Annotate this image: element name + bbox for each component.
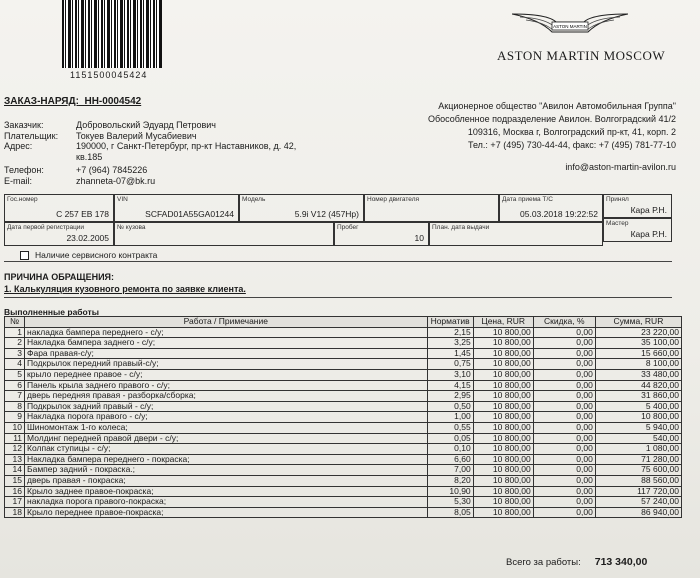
cell-n: 1 <box>5 327 25 338</box>
cell-price: 10 800,00 <box>473 401 533 412</box>
cell-price: 10 800,00 <box>473 422 533 433</box>
cell-price: 10 800,00 <box>473 327 533 338</box>
cell-price: 10 800,00 <box>473 486 533 497</box>
barcode <box>62 0 162 68</box>
col-sum: Сумма, RUR <box>595 317 681 328</box>
cell-work: накладка порога правого-покраска; <box>25 497 428 508</box>
works-total-label: Всего за работы: <box>506 557 581 568</box>
cell-sum: 57 240,00 <box>595 497 681 508</box>
company-division: Обособленное подразделение Авилон. Волгоградский 41/2 <box>427 114 676 124</box>
cell-sum: 88 560,00 <box>595 475 681 486</box>
client-payer-row: Плательщик: Токуев Валерий Мусабиевич <box>4 130 197 141</box>
cell-hours: 3,25 <box>427 338 473 349</box>
cell-price: 10 800,00 <box>473 391 533 402</box>
cell-n: 10 <box>5 422 25 433</box>
table-row <box>5 444 682 455</box>
vin-cell: VIN SCFAD01A55GA01244 <box>114 194 239 222</box>
works-table <box>4 316 682 518</box>
cell-price: 10 800,00 <box>473 475 533 486</box>
cell-hours: 3,10 <box>427 369 473 380</box>
cell-price: 10 800,00 <box>473 369 533 380</box>
cell-n: 15 <box>5 475 25 486</box>
cell-hours: 0,10 <box>427 444 473 455</box>
client-block <box>4 120 326 186</box>
cell-price: 10 800,00 <box>473 454 533 465</box>
table-row <box>5 380 682 391</box>
cell-sum: 23 220,00 <box>595 327 681 338</box>
cell-sum: 10 800,00 <box>595 412 681 423</box>
cell-hours: 6,60 <box>427 454 473 465</box>
table-row <box>5 422 682 433</box>
cell-discount: 0,00 <box>533 338 595 349</box>
table-row <box>5 454 682 465</box>
cell-sum: 86 940,00 <box>595 507 681 518</box>
table-row <box>5 391 682 402</box>
cell-discount: 0,00 <box>533 327 595 338</box>
client-customer-row: Заказчик: Добровольский Эдуард Петрович <box>4 120 216 130</box>
cell-n: 8 <box>5 401 25 412</box>
cell-sum: 15 660,00 <box>595 348 681 359</box>
cell-n: 17 <box>5 497 25 508</box>
cell-discount: 0,00 <box>533 412 595 423</box>
cell-hours: 1,45 <box>427 348 473 359</box>
client-email-row: E-mail: zhanneta-07@bk.ru <box>4 175 156 186</box>
divider <box>4 297 672 298</box>
aston-martin-wings-logo <box>512 8 628 40</box>
reception-date-cell: Дата приема Т/С 05.03.2018 19:22:52 <box>499 194 603 222</box>
cell-sum: 540,00 <box>595 433 681 444</box>
cell-work: накладка бампера переднего - с/у; <box>25 327 428 338</box>
cell-discount: 0,00 <box>533 401 595 412</box>
cell-hours: 2,15 <box>427 327 473 338</box>
body-number-cell: № кузова <box>114 222 334 246</box>
company-email: info@aston-martin-avilon.ru <box>565 162 676 172</box>
cell-discount: 0,00 <box>533 348 595 359</box>
cell-hours: 5,30 <box>427 497 473 508</box>
cell-discount: 0,00 <box>533 465 595 476</box>
cell-work: дверь правая - покраска; <box>25 475 428 486</box>
cell-work: Подкрылок задний правый - с/у; <box>25 401 428 412</box>
reason-item: 1. Калькуляция кузовного ремонта по заявке клиента. <box>4 284 246 294</box>
cell-sum: 31 860,00 <box>595 391 681 402</box>
cell-discount: 0,00 <box>533 507 595 518</box>
cell-hours: 4,15 <box>427 380 473 391</box>
company-address: 109316, Москва г, Волгоградский пр-кт, 41, корп. 2 <box>467 127 676 137</box>
cell-sum: 44 820,00 <box>595 380 681 391</box>
cell-discount: 0,00 <box>533 369 595 380</box>
cell-n: 2 <box>5 338 25 349</box>
mileage-cell: Пробег 10 <box>334 222 429 246</box>
cell-hours: 1,00 <box>427 412 473 423</box>
cell-hours: 7,00 <box>427 465 473 476</box>
cell-work: Фара правая-с/у; <box>25 348 428 359</box>
cell-discount: 0,00 <box>533 433 595 444</box>
cell-discount: 0,00 <box>533 444 595 455</box>
cell-n: 16 <box>5 486 25 497</box>
cell-discount: 0,00 <box>533 391 595 402</box>
company-name: Акционерное общество "Авилон Автомобильная Группа" <box>438 101 676 111</box>
model-cell: Модель 5.9i V12 (457Hp) <box>239 194 364 222</box>
col-discount: Скидка, % <box>533 317 595 328</box>
table-row <box>5 338 682 349</box>
barcode-number: 1151500045424 <box>70 70 148 80</box>
cell-work: Шиномонтаж 1-го колеса; <box>25 422 428 433</box>
works-heading: Выполненные работы <box>4 307 99 317</box>
cell-n: 11 <box>5 433 25 444</box>
cell-price: 10 800,00 <box>473 444 533 455</box>
cell-work: Крыло заднее правое-покраска; <box>25 486 428 497</box>
service-contract-checkbox[interactable] <box>20 251 29 260</box>
client-address-row: Адрес: 190000, г Санкт-Петербург, пр-кт Наставников, д. 42, <box>4 141 297 151</box>
service-contract <box>20 250 157 260</box>
svg-text:ASTON MARTIN: ASTON MARTIN <box>553 24 587 29</box>
master-cell: Мастер Кара Р.Н. <box>603 218 672 242</box>
company-block <box>428 100 676 174</box>
cell-hours: 8,20 <box>427 475 473 486</box>
engine-cell: Номер двигателя <box>364 194 499 222</box>
cell-hours: 2,95 <box>427 391 473 402</box>
order-title: ЗАКАЗ-НАРЯД: НН-0004542 <box>4 96 142 107</box>
cell-sum: 33 480,00 <box>595 369 681 380</box>
service-contract-label: Наличие сервисного контракта <box>35 250 158 260</box>
table-row <box>5 486 682 497</box>
table-row <box>5 497 682 508</box>
cell-price: 10 800,00 <box>473 380 533 391</box>
cell-n: 3 <box>5 348 25 359</box>
table-row <box>5 433 682 444</box>
table-row <box>5 327 682 338</box>
cell-price: 10 800,00 <box>473 465 533 476</box>
cell-price: 10 800,00 <box>473 507 533 518</box>
cell-work: Накладка порога правого - с/у; <box>25 412 428 423</box>
company-phone: Тел.: +7 (495) 730-44-44, факс: +7 (495) 781-77-10 <box>467 140 676 150</box>
brand-name: ASTON MARTIN MOSCOW <box>497 48 666 63</box>
cell-discount: 0,00 <box>533 497 595 508</box>
cell-work: крыло переднее правое - с/у; <box>25 369 428 380</box>
table-row <box>5 359 682 370</box>
cell-n: 18 <box>5 507 25 518</box>
cell-sum: 117 720,00 <box>595 486 681 497</box>
divider <box>4 261 672 262</box>
planned-date-cell: План. дата выдачи <box>429 222 603 246</box>
cell-hours: 0,55 <box>427 422 473 433</box>
cell-discount: 0,00 <box>533 475 595 486</box>
cell-price: 10 800,00 <box>473 412 533 423</box>
table-row <box>5 348 682 359</box>
table-row <box>5 369 682 380</box>
cell-sum: 8 100,00 <box>595 359 681 370</box>
cell-price: 10 800,00 <box>473 348 533 359</box>
col-price: Цена, RUR <box>473 317 533 328</box>
cell-work: Колпак ступицы - с/у; <box>25 444 428 455</box>
accepted-by-cell: Принял Кара Р.Н. <box>603 194 672 218</box>
cell-price: 10 800,00 <box>473 359 533 370</box>
cell-hours: 0,50 <box>427 401 473 412</box>
cell-work: Молдинг передней правой двери - с/у; <box>25 433 428 444</box>
cell-work: Накладка бампера переднего - покраска; <box>25 454 428 465</box>
reason-heading: ПРИЧИНА ОБРАЩЕНИЯ: <box>4 272 115 282</box>
col-hours: Норматив <box>427 317 473 328</box>
cell-sum: 75 600,00 <box>595 465 681 476</box>
cell-n: 12 <box>5 444 25 455</box>
cell-n: 7 <box>5 391 25 402</box>
cell-price: 10 800,00 <box>473 497 533 508</box>
col-num: № <box>5 317 25 328</box>
cell-work: Крыло переднее правое-покраска; <box>25 507 428 518</box>
cell-discount: 0,00 <box>533 422 595 433</box>
table-row <box>5 465 682 476</box>
cell-n: 9 <box>5 412 25 423</box>
cell-n: 5 <box>5 369 25 380</box>
cell-work: дверь передняя правая - разборка/сборка; <box>25 391 428 402</box>
cell-discount: 0,00 <box>533 454 595 465</box>
cell-price: 10 800,00 <box>473 338 533 349</box>
table-row <box>5 401 682 412</box>
cell-discount: 0,00 <box>533 359 595 370</box>
cell-sum: 5 400,00 <box>595 401 681 412</box>
cell-price: 10 800,00 <box>473 433 533 444</box>
works-total <box>506 556 647 568</box>
cell-hours: 0,05 <box>427 433 473 444</box>
cell-work: Подкрылок передний правый-с/у; <box>25 359 428 370</box>
client-address-cont-row: кв.185 <box>76 151 103 162</box>
cell-sum: 71 280,00 <box>595 454 681 465</box>
cell-n: 13 <box>5 454 25 465</box>
cell-discount: 0,00 <box>533 380 595 391</box>
cell-work: Бампер задний - покраска.; <box>25 465 428 476</box>
cell-work: Накладка бампера заднего - с/у; <box>25 338 428 349</box>
table-row <box>5 475 682 486</box>
plate-cell: Гос.номер С 257 ЕВ 178 <box>4 194 114 222</box>
cell-sum: 35 100,00 <box>595 338 681 349</box>
cell-n: 4 <box>5 359 25 370</box>
first-reg-cell: Дата первой регистрации 23.02.2005 <box>4 222 114 246</box>
col-work: Работа / Примечание <box>25 317 428 328</box>
cell-hours: 0,75 <box>427 359 473 370</box>
works-total-value: 713 340,00 <box>594 556 648 568</box>
table-row <box>5 412 682 423</box>
cell-sum: 5 940,00 <box>595 422 681 433</box>
cell-sum: 1 080,00 <box>595 444 681 455</box>
table-row <box>5 507 682 518</box>
cell-work: Панель крыла заднего правого - с/у; <box>25 380 428 391</box>
cell-n: 6 <box>5 380 25 391</box>
client-phone-row: Телефон: +7 (964) 7845226 <box>4 165 148 175</box>
works-header-row <box>5 317 682 328</box>
cell-hours: 10,90 <box>427 486 473 497</box>
cell-n: 14 <box>5 465 25 476</box>
cell-hours: 8,05 <box>427 507 473 518</box>
cell-discount: 0,00 <box>533 486 595 497</box>
